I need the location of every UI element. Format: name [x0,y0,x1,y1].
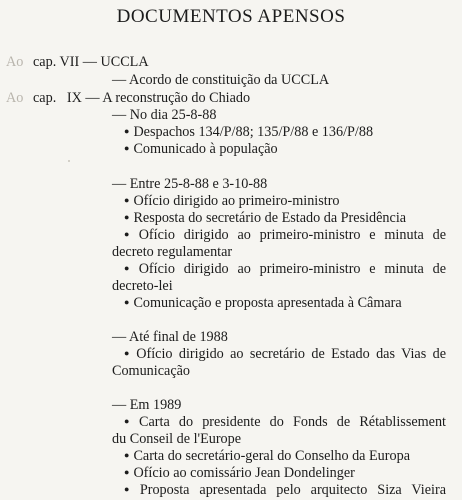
list-item-continuation: Comunicação [112,363,191,379]
list-item: ● Comunicado à população [124,141,278,159]
list-item: ● Ofício dirigido ao primeiro-ministro e minuta de [124,227,446,245]
list-item: ● Ofício ao comissário Jean Dondelinger [124,465,355,483]
list-item: ● Resposta do secretário de Estado da Presidência [124,210,406,228]
list-item: ● Ofício dirigido ao primeiro-ministro [124,193,340,211]
list-item: ● Carta do secretário-geral do Conselho da Europa [124,448,410,466]
list-item: ● Despachos 134/P/88; 135/P/88 e 136/P/88 [124,124,373,142]
list-item: ● Proposta apresentada pelo arquitecto Siza Vieira [124,482,446,500]
group-label: — Entre 25-8-88 e 3-10-88 [112,176,268,192]
list-item: ● Comunicação e proposta apresentada à Câmara [124,295,402,313]
list-item: ● Ofício dirigido ao primeiro-ministro e minuta de [124,261,446,279]
list-item-continuation: du Conseil de l'Europe [112,431,242,447]
section-heading-chiado: cap. IX — A reconstrução do Chiado [33,90,251,106]
group-label: — Até final de 1988 [112,329,228,345]
page-title: DOCUMENTOS APENSOS [116,6,346,27]
list-item: ● Ofício dirigido ao secretário de Estado das Vias de [124,346,446,364]
section-heading-uccla: cap. VII — UCCLA [33,54,149,70]
section-prefix: Ao [6,90,24,106]
list-item-continuation: decreto-lei [112,278,173,294]
list-item: — Acordo de constituição da UCCLA [112,72,330,88]
list-item-continuation: decreto regulamentar [112,244,233,260]
section-prefix: Ao [6,54,24,70]
group-label: — No dia 25-8-88 [112,107,217,123]
paper-speck [68,160,70,162]
list-item: ● Carta do presidente do Fonds de Rétablissement [124,414,446,432]
group-label: — Em 1989 [112,397,182,413]
